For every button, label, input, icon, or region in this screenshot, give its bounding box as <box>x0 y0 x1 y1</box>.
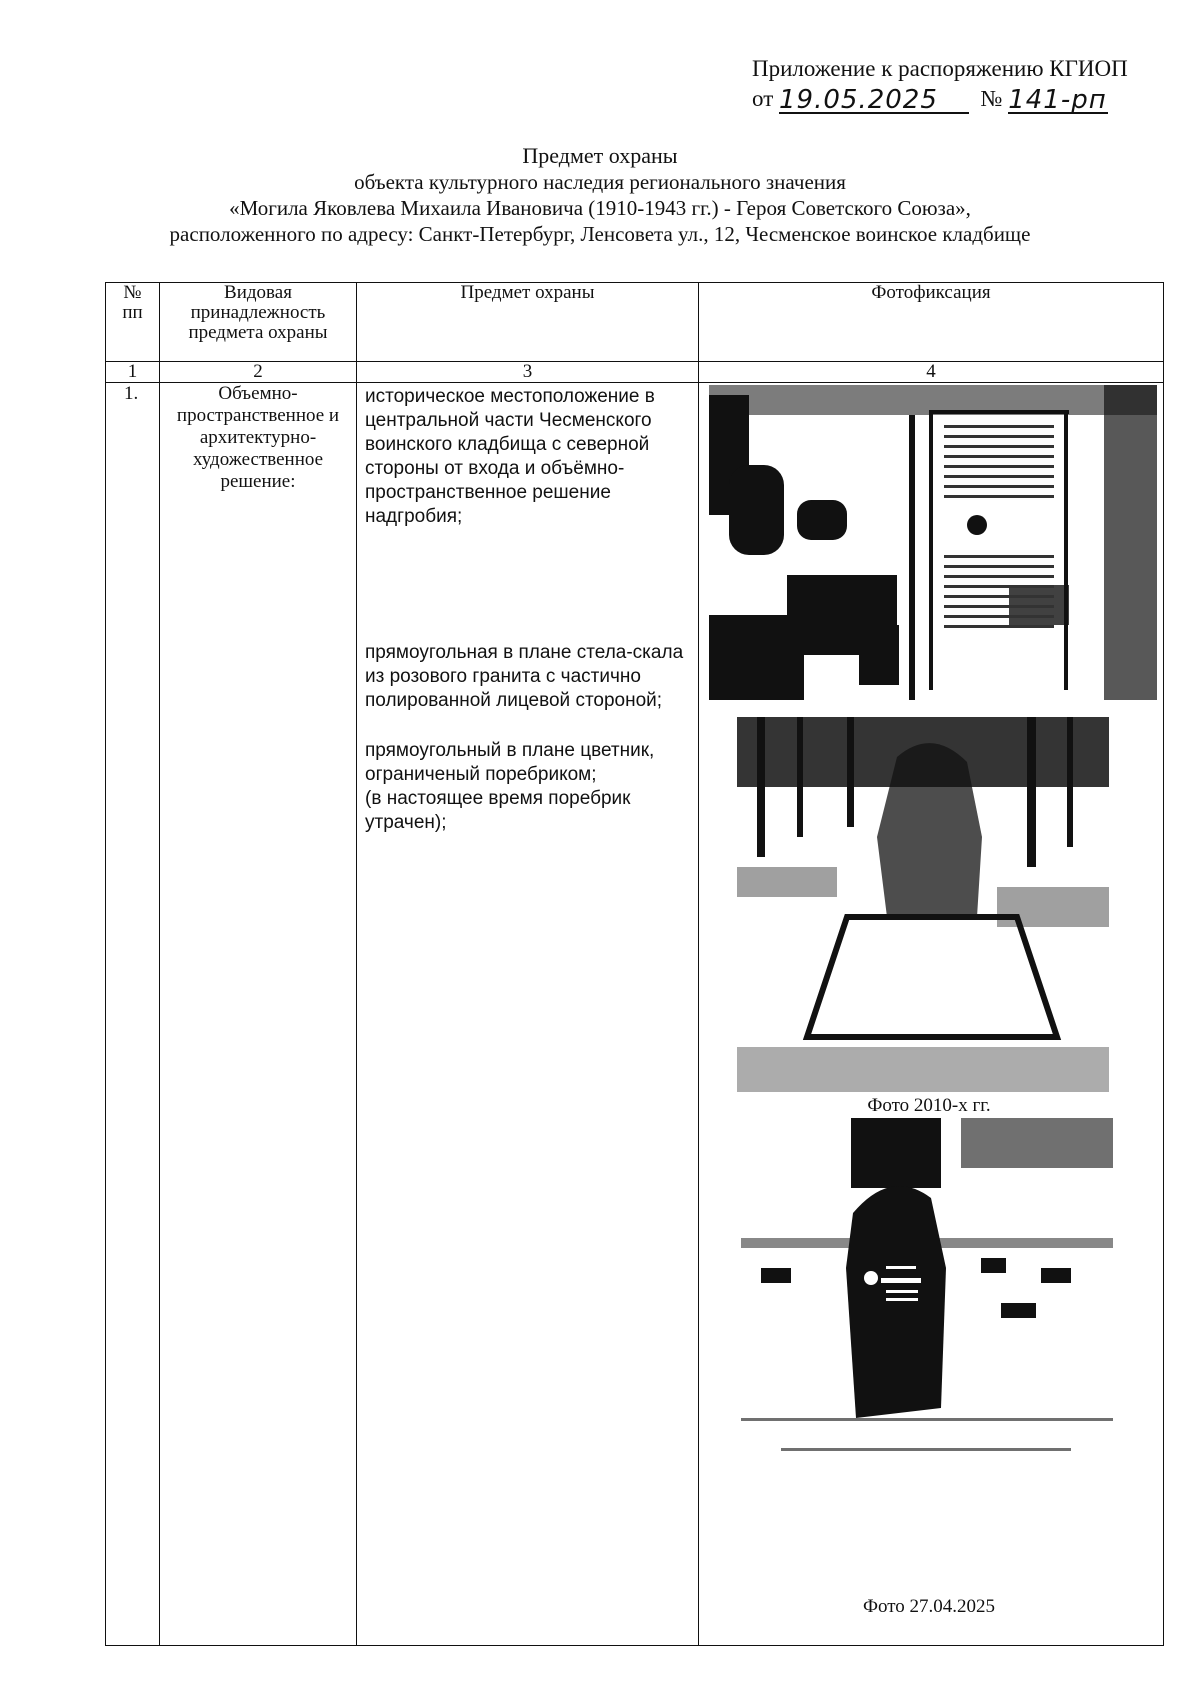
header-photo: Фотофиксация <box>699 283 1164 362</box>
subject-item-note: (в настоящее время поребрик утрачен); <box>365 788 631 833</box>
subject-item-flowerbed: прямоугольный в плане цветник, ограниченый поребриком; <box>365 740 655 785</box>
subject-item-stele: прямоугольная в плане стела-скала из розового гранита с частично полированной лицевой стороной; <box>365 642 684 711</box>
order-date: 19.05.2025 <box>779 88 969 114</box>
row-subject <box>357 383 699 1646</box>
col-number-1: 1 <box>106 362 160 383</box>
table-header-row <box>106 283 1164 362</box>
caption-2010s: Фото 2010-х гг. <box>849 1095 1009 1117</box>
protection-table <box>105 282 1164 1646</box>
row-number: 1. <box>106 383 160 1646</box>
appendix-title: Приложение к распоряжению КГИОП <box>752 56 1128 81</box>
heading-address: расположенного по адресу: Санкт-Петербург, Ленсовета ул., 12, Чесменское воинское кладбище <box>169 222 1031 246</box>
appendix-date-line <box>752 84 1128 114</box>
order-number: 141-рп <box>1008 85 1107 115</box>
heading-object-type: объекта культурного наследия регионального значения <box>354 170 846 194</box>
document-heading <box>0 143 1200 247</box>
row-photos <box>699 383 1164 1646</box>
table-row <box>106 383 1164 1646</box>
col-number-4: 4 <box>699 362 1164 383</box>
caption-2025: Фото 27.04.2025 <box>829 1596 1029 1618</box>
column-number-row <box>106 362 1164 383</box>
col-number-3: 3 <box>357 362 699 383</box>
aerial-photo <box>709 385 1157 700</box>
header-number: № пп <box>106 283 160 362</box>
from-label: от <box>752 86 774 111</box>
number-label: № <box>980 86 1003 111</box>
header-subject: Предмет охраны <box>357 283 699 362</box>
header-category: Видовая принадлежность предмета охраны <box>160 283 357 362</box>
row-category: Объемно-пространственное и архитектурно-художественное решение: <box>160 383 357 1646</box>
subject-item-location: историческое местоположение в центральной части Чесменского воинского кладбища с северной стороны от входа и объёмно-пространственное решение надгробия; <box>365 386 655 527</box>
photo-2010s <box>737 717 1109 1092</box>
photo-2025 <box>741 1118 1113 1593</box>
col-number-2: 2 <box>160 362 357 383</box>
heading-object-name: «Могила Яковлева Михаила Ивановича (1910-1943 гг.) - Героя Советского Союза», <box>229 196 971 220</box>
heading-title: Предмет охраны <box>522 143 678 168</box>
appendix-header <box>752 54 1128 114</box>
